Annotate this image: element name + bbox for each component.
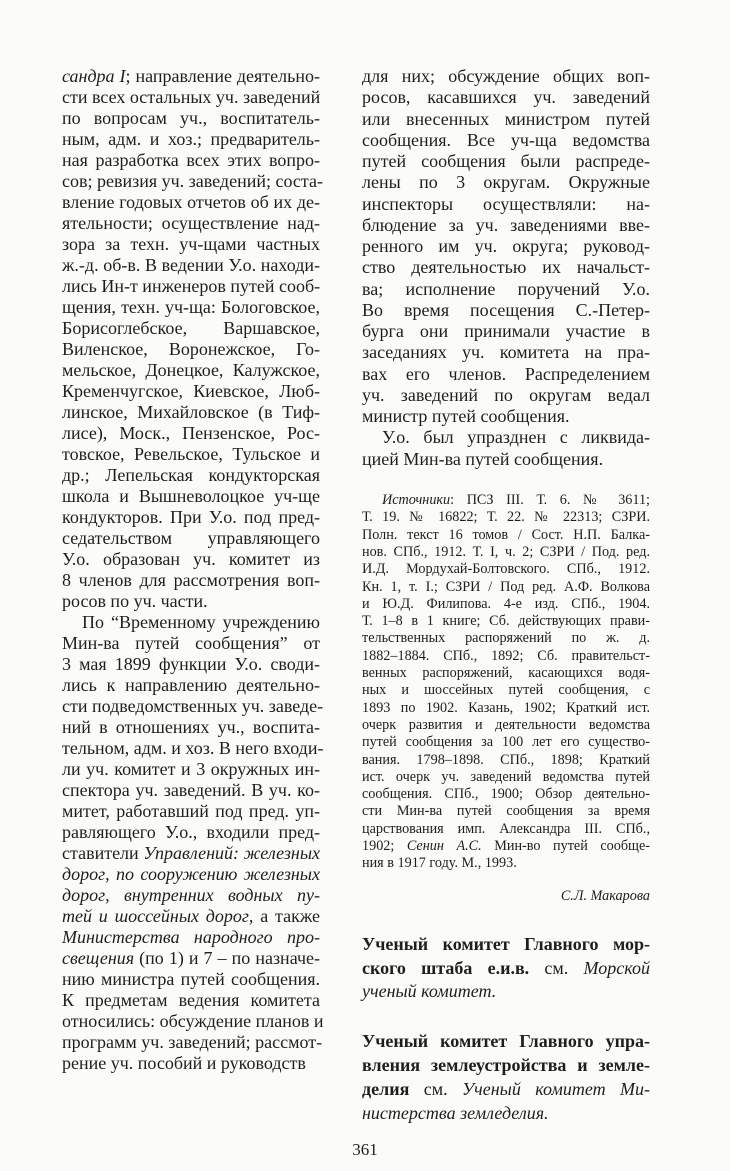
- text-line: [62, 255, 320, 276]
- text-line: [62, 108, 320, 129]
- text-segment: 3 мая 1899 функции У.о. своди-: [62, 654, 320, 674]
- text-segment: ренного им уч. округа; руковод-: [362, 236, 650, 256]
- text-segment: цией Мин-ва путей сообщения.: [362, 448, 604, 469]
- text-segment: царствования имп. Александра III. СПб.,: [362, 820, 650, 837]
- text-segment: Кременчугское, Киевское, Люб-: [62, 381, 320, 401]
- text-line: [62, 465, 320, 486]
- text-segment: И.Д. Мордухай-Болтовского. СПб., 1912.: [362, 561, 650, 578]
- text-line: [62, 402, 320, 423]
- entry-heading-text: вления землеустройства и земле-: [362, 1055, 650, 1075]
- text-segment: сообщения. Все уч-ща ведомства: [362, 129, 650, 150]
- text-segment: 1893 по 1902. Казань, 1902; Краткий ист.: [362, 699, 650, 716]
- text-segment: для них; обсуждение общих воп-: [362, 66, 650, 86]
- text-segment: школа и Вышневолоцкое уч-ще: [62, 486, 320, 506]
- cross-reference-entry-line: [362, 956, 650, 980]
- text-segment: инспекторы осуществляли: на-: [362, 193, 650, 214]
- text-line: [62, 549, 320, 570]
- text-segment: 8 членов для рассмотрения воп-: [62, 570, 320, 590]
- text-line: [62, 570, 320, 591]
- text-line: [362, 321, 650, 342]
- text-segment: : ПСЗ III. Т. 6. № 3611;: [450, 492, 650, 508]
- cross-reference-entry-line: [362, 1077, 650, 1101]
- text-segment: спектора уч. заведений. В уч. ко-: [62, 780, 320, 800]
- text-line: [62, 801, 320, 822]
- text-line: [62, 486, 320, 507]
- italic-text: сандра I: [62, 66, 126, 86]
- text-segment: линское, Михайловское (в Тиф-: [62, 402, 320, 422]
- text-line: [62, 1011, 324, 1032]
- text-segment: К предметам ведения комитета: [62, 990, 320, 1010]
- sources-line: [362, 648, 650, 665]
- text-segment: по вопросам уч., воспитатель-: [62, 108, 320, 128]
- italic-text: ученый комитет.: [362, 981, 497, 1001]
- text-segment: мельское, Донецкое, Калужское,: [62, 360, 320, 380]
- sources-line: [362, 509, 650, 526]
- text-segment: Кн. 1, т. I.; СЗРИ / Под ред. А.Ф. Волкова: [362, 578, 650, 595]
- sources-line: [362, 821, 650, 838]
- text-line: [62, 927, 320, 948]
- text-segment: очерк развития и деятельности ведомства: [362, 716, 650, 733]
- text-line: [62, 339, 320, 360]
- entry-heading-text: Ученый комитет Главного упра-: [362, 1031, 650, 1051]
- text-segment: или внесенных министром путей: [362, 108, 650, 129]
- italic-text: свещения: [62, 948, 135, 968]
- text-segment: сти всех остальных уч. заведений: [62, 87, 321, 107]
- cross-reference-entry-line: [362, 979, 650, 1003]
- text-line: [62, 990, 320, 1011]
- text-segment: заседаниях уч. комитета на пра-: [362, 342, 650, 363]
- text-line: [62, 444, 320, 465]
- italic-text: Морской: [583, 957, 650, 978]
- text-line: [62, 969, 320, 990]
- cross-reference-entry-line: [362, 1029, 650, 1053]
- text-segment: митет, работавший под пред. уп-: [62, 801, 320, 821]
- sources-line: [362, 734, 650, 751]
- text-line: [62, 528, 320, 549]
- text-segment: рение уч. пособий и руководств: [62, 1053, 306, 1073]
- text-segment: У.о. был упразднен с ликвида-: [382, 427, 650, 448]
- text-line: [62, 822, 320, 843]
- text-segment: вах его членов. Распределением: [362, 363, 650, 384]
- text-segment: ных и шоссейных путей сообщения, с: [362, 682, 650, 699]
- text-line: [362, 172, 650, 193]
- text-segment: Т. 1–8 в 1 книге; Сб. действующих прави-: [362, 613, 650, 630]
- text-line: [362, 385, 650, 406]
- text-segment: тельственных распоряжений по ж. д.: [362, 630, 650, 647]
- text-line: [62, 507, 320, 528]
- text-line: [62, 906, 320, 927]
- text-segment: товское, Ревельское, Тульское и: [62, 444, 320, 464]
- entry-heading-text: делия: [362, 1079, 410, 1099]
- text-segment: , а также: [248, 906, 321, 926]
- text-segment: Виленское, Воронежское, Го-: [62, 339, 320, 359]
- text-segment: сти Мин-ва путей сообщения за время: [362, 803, 650, 820]
- text-segment: уч. заведений по округам ведал: [362, 384, 650, 405]
- italic-text: дорог, внутренних водных пу-: [62, 885, 320, 905]
- text-segment: путей сообщения были распреде-: [362, 151, 650, 171]
- text-line: [62, 234, 320, 255]
- text-line: [62, 864, 320, 885]
- text-line: [62, 171, 323, 192]
- sources-line: [362, 838, 650, 855]
- text-segment: ли уч. комитет и 3 окружных ин-: [62, 759, 320, 779]
- text-segment: сообщения. СПб., 1900; Обзор деятельно-: [362, 786, 650, 803]
- text-line: [62, 360, 320, 381]
- text-line: [362, 151, 650, 172]
- text-segment: сов; ревизия уч. заведений; соста-: [62, 171, 323, 191]
- text-segment: У.о. образован уч. комитет из: [62, 549, 320, 569]
- text-segment: лены по 3 округам. Окружные: [362, 172, 650, 193]
- text-segment: блюдение за уч. заведениями вве-: [362, 214, 650, 235]
- sources-line: [362, 561, 650, 578]
- text-line: [362, 130, 650, 151]
- text-segment: см.: [409, 1079, 463, 1099]
- text-line: [362, 66, 650, 87]
- text-line: [62, 276, 320, 297]
- cross-reference-entry-line: [362, 1053, 650, 1077]
- text-segment: программ уч. заведений; рассмот-: [62, 1032, 323, 1052]
- text-segment: Борисоглебское, Варшавское,: [62, 318, 320, 338]
- cross-reference-entry-line: [362, 1101, 650, 1125]
- text-line: [62, 780, 320, 801]
- text-line: [362, 109, 650, 130]
- sources-line: [362, 544, 650, 561]
- sources-line: [362, 803, 650, 820]
- text-segment: (по 1) и 7 – по назначе-: [134, 948, 320, 968]
- text-segment: ва; исполнение поручений У.о.: [362, 278, 650, 299]
- text-line: [62, 843, 320, 864]
- cross-reference-entry-line: [362, 932, 650, 956]
- italic-text: дорог, по сооружению железных: [62, 864, 320, 884]
- text-segment: Мин-ва путей сообщения” от: [62, 633, 320, 653]
- text-segment: ная разработка всех этих вопро-: [62, 150, 320, 170]
- text-line: [62, 717, 320, 738]
- text-segment: равляющего У.о., входили пред-: [62, 822, 320, 842]
- text-line: [62, 654, 320, 675]
- sources-line: [362, 855, 650, 872]
- sources-line: [362, 579, 650, 596]
- text-line: [62, 948, 320, 969]
- text-segment: Во время посещения С.-Петер-: [362, 299, 650, 320]
- text-segment: путей сообщения за 100 лет его существо-: [362, 734, 650, 751]
- text-line: [62, 297, 320, 318]
- text-segment: ж.-д. об-в. В ведении У.о. находи-: [62, 255, 320, 275]
- text-line: [362, 236, 650, 257]
- italic-text: Сенин А.С.: [406, 838, 482, 854]
- text-line: [62, 150, 320, 171]
- italic-text: нистерства земледелия.: [362, 1103, 549, 1123]
- text-line: [362, 257, 650, 278]
- text-segment: ство деятельностью их начальст-: [362, 257, 650, 278]
- page-number: 361: [352, 1140, 378, 1159]
- text-line: [62, 675, 320, 696]
- text-segment: др.; Лепельская кондукторская: [62, 465, 320, 485]
- text-segment: нов. СПб., 1912. Т. I, ч. 2; СЗРИ / Под. ред.: [362, 543, 650, 560]
- text-line: [362, 215, 650, 236]
- text-line: [62, 423, 320, 444]
- sources-line: [362, 786, 650, 803]
- author-signature: С.Л. Макарова: [560, 888, 650, 904]
- text-segment: ятельности; осуществление над-: [62, 213, 320, 233]
- text-line: [62, 696, 324, 717]
- text-line: [362, 342, 650, 363]
- text-line: [62, 1053, 320, 1074]
- text-line: [62, 759, 320, 780]
- entry-heading-text: Ученый комитет Главного мор-: [362, 934, 650, 954]
- text-line: [62, 738, 324, 759]
- text-segment: тельном, адм. и хоз. В него входи-: [62, 738, 324, 758]
- text-segment: нию министра путей сообщения.: [62, 969, 320, 989]
- text-segment: щения, техн. уч-ща: Бологовское,: [62, 297, 320, 317]
- text-segment: венных распоряжений, касающихся водя-: [362, 665, 650, 681]
- text-line: [362, 364, 650, 385]
- text-line: [62, 1032, 323, 1053]
- text-segment: лисе), Моск., Пензенское, Рос-: [62, 423, 320, 443]
- text-segment: Мин-во путей сообще-: [481, 838, 650, 854]
- text-segment: ний в отношениях уч., воспита-: [62, 717, 320, 737]
- text-segment: см.: [529, 957, 584, 978]
- text-line: [362, 427, 650, 448]
- text-line: [362, 279, 650, 300]
- text-segment: министр путей сообщения.: [362, 406, 570, 426]
- sources-line: [362, 752, 650, 769]
- text-line: [62, 87, 320, 108]
- text-line: [362, 406, 650, 427]
- text-line: [62, 66, 320, 87]
- text-segment: относились: обсуждение планов и: [62, 1011, 324, 1031]
- text-segment: Полн. текст 16 томов / Сост. Н.П. Балка-: [362, 526, 650, 543]
- text-line: [62, 612, 320, 633]
- text-segment: бурга они принимали участие в: [362, 321, 650, 341]
- text-segment: ист. очерк уч. заведений ведомства путей: [362, 768, 650, 785]
- italic-text: Управлений: железных: [143, 843, 320, 863]
- text-segment: зора за техн. уч-щами частных: [62, 234, 320, 254]
- text-line: [362, 87, 650, 108]
- text-segment: росов по уч. части.: [62, 591, 208, 611]
- entry-heading-text: ского штаба е.и.в.: [362, 957, 530, 978]
- text-segment: 1882–1884. СПб., 1892; Сб. правительст-: [362, 647, 650, 664]
- sources-line: [362, 700, 650, 717]
- sources-line: [362, 682, 650, 699]
- text-segment: кондукторов. При У.о. под пред-: [62, 507, 320, 527]
- text-segment: вление годовых отчетов об их де-: [62, 192, 320, 212]
- text-line: [62, 213, 320, 234]
- text-segment: лись Ин-т инженеров путей сооб-: [62, 276, 321, 296]
- sources-line: [362, 717, 650, 734]
- text-line: [362, 194, 650, 215]
- text-segment: ния в 1917 году. М., 1993.: [362, 855, 517, 872]
- text-line: [62, 591, 320, 612]
- sources-line: [362, 596, 650, 613]
- text-segment: По “Временному учреждению: [82, 612, 320, 632]
- italic-text: Министерства народного про-: [62, 927, 320, 947]
- sources-line: [362, 630, 650, 647]
- text-line: [62, 318, 320, 339]
- text-segment: росов, касавшихся уч. заведений: [362, 87, 650, 108]
- text-line: [62, 192, 320, 213]
- italic-text: Источники: [382, 492, 451, 508]
- sources-line: [362, 769, 650, 786]
- sources-line: [362, 492, 650, 509]
- text-segment: ; направление деятельно-: [125, 66, 320, 86]
- italic-text: тей и шоссейных дорог: [62, 906, 249, 926]
- sources-line: [362, 613, 650, 630]
- sources-line: [362, 665, 650, 682]
- text-segment: седательством управляющего: [62, 528, 320, 548]
- text-line: [362, 300, 650, 321]
- text-line: [62, 129, 320, 150]
- text-segment: лись к направлению деятельно-: [62, 675, 320, 695]
- text-line: [62, 633, 320, 654]
- text-segment: ным, адм. и хоз.; предваритель-: [62, 129, 320, 149]
- italic-text: Ученый комитет Ми-: [462, 1079, 650, 1099]
- text-line: [362, 449, 650, 470]
- sources-line: [362, 527, 650, 544]
- text-segment: Т. 19. № 16822; Т. 22. № 22313; СЗРИ.: [362, 509, 650, 526]
- text-line: [62, 381, 320, 402]
- text-segment: сти подведомственных уч. заведе-: [62, 696, 324, 716]
- text-segment: 1902;: [362, 838, 407, 854]
- text-segment: вания. 1798–1898. СПб., 1898; Краткий: [362, 751, 650, 768]
- text-segment: ставители: [62, 843, 144, 863]
- text-line: [62, 885, 320, 906]
- text-segment: и Ю.Д. Филипова. 4-е изд. СПб., 1904.: [362, 595, 650, 612]
